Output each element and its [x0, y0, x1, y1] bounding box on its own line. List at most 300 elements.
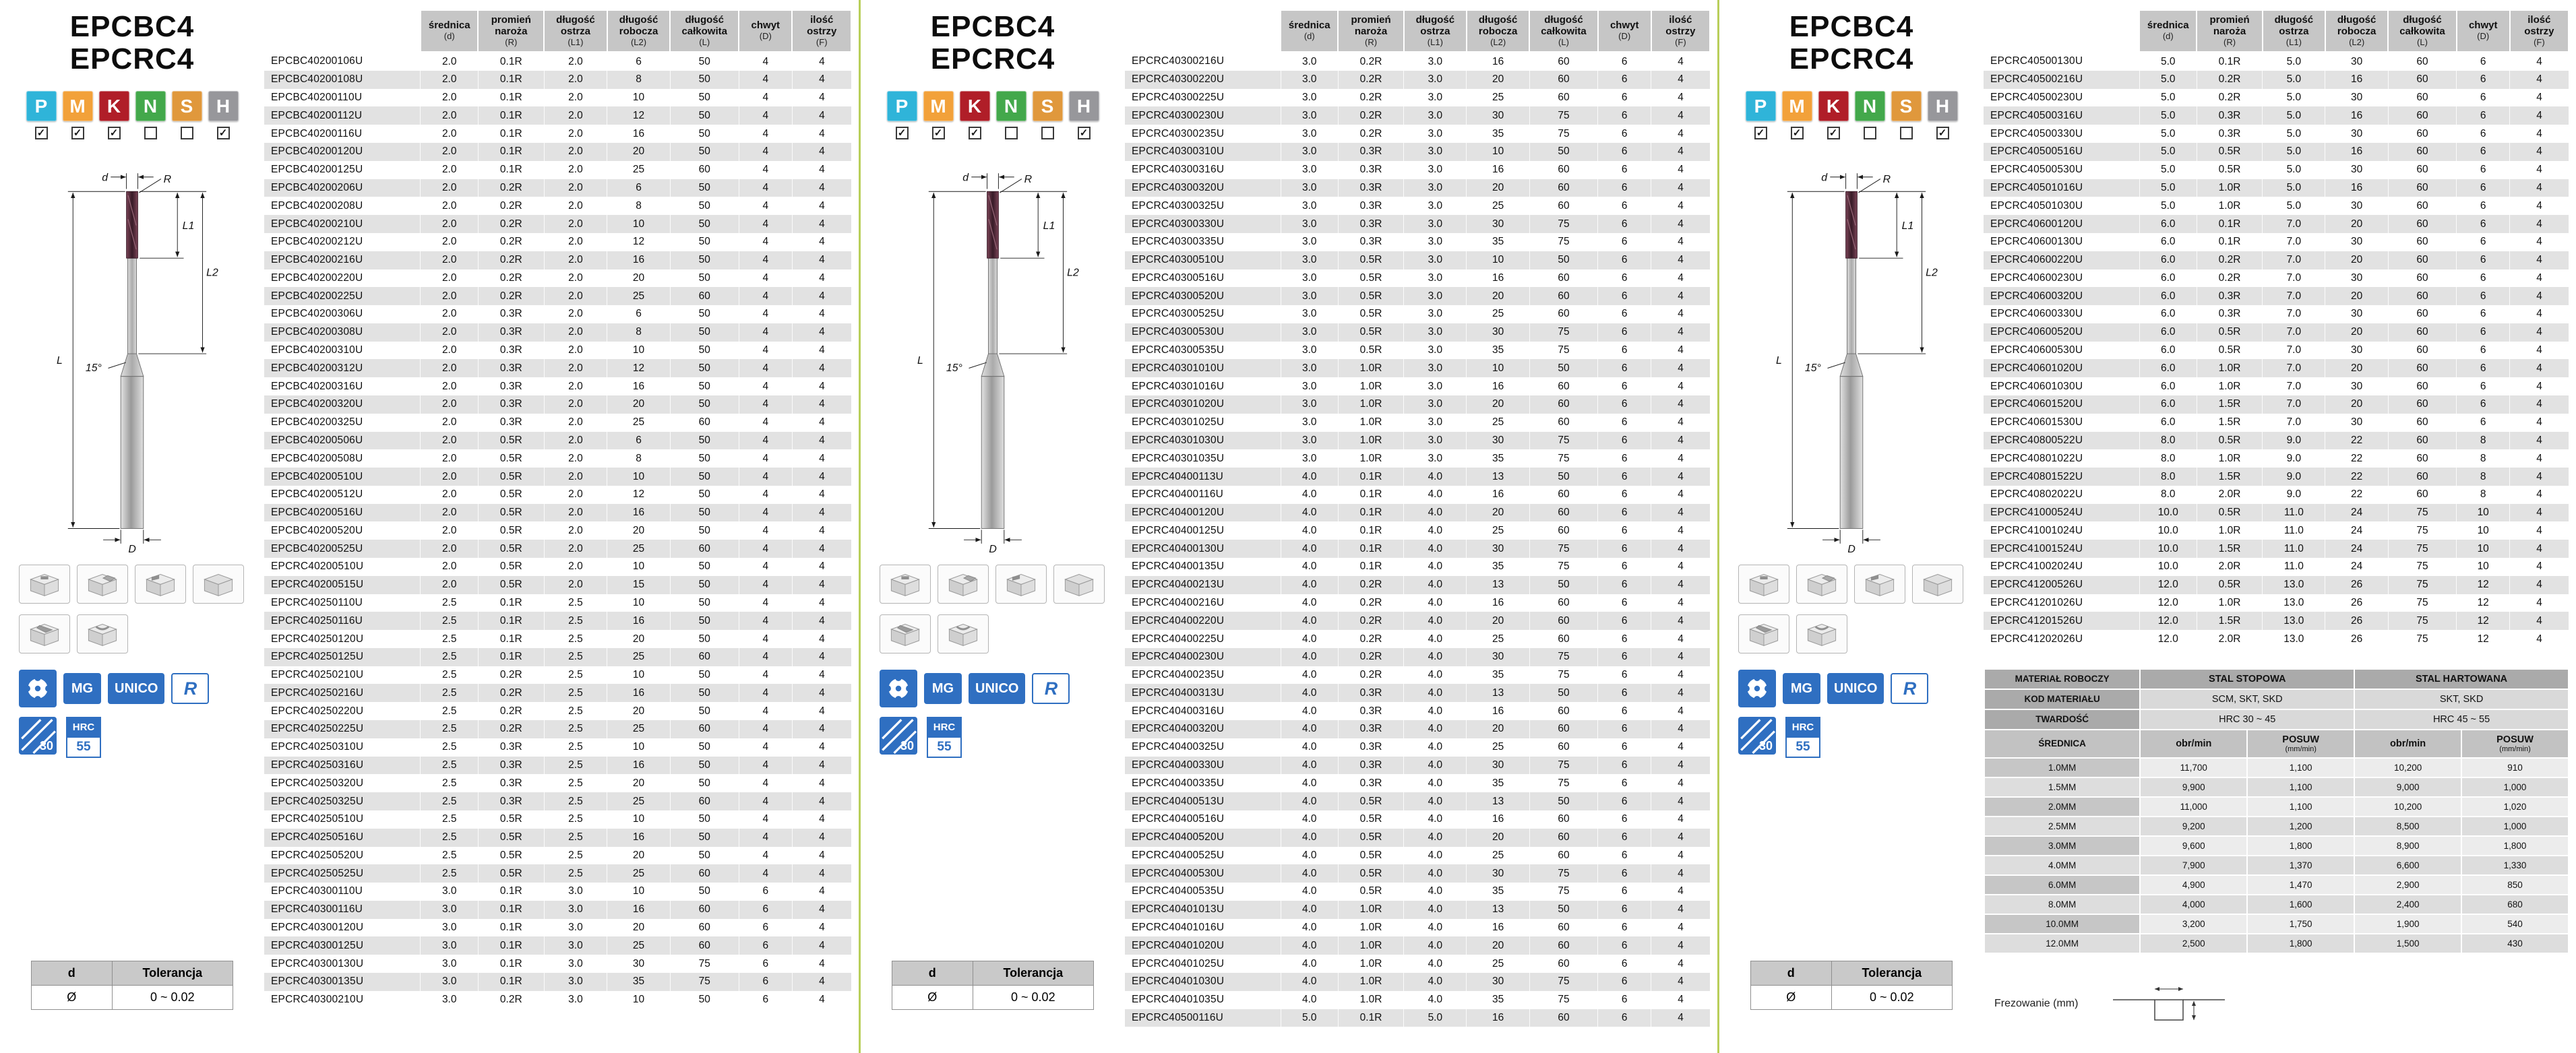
spec-value: 0.5R	[478, 468, 544, 486]
spec-value: 35	[1467, 883, 1529, 901]
part-number: EPCRC40300125U	[271, 939, 364, 951]
spec-value: 4	[1651, 432, 1710, 450]
iso-K-box: K	[1818, 91, 1849, 121]
part-number: EPCRC40400135U	[1132, 561, 1225, 573]
tolerance-header-label: Tolerancja	[1831, 961, 1952, 986]
product-row	[264, 197, 851, 215]
spec-value: 0.2R	[478, 179, 544, 197]
part-number: EPCRC40250325U	[271, 795, 364, 807]
spec-value: 20	[607, 269, 671, 288]
spec-value: 6	[1598, 702, 1651, 720]
spec-value: 75	[1529, 449, 1597, 468]
spec-value: 4	[792, 305, 851, 323]
part-number: EPCBC40200510U	[271, 470, 363, 482]
spec-value: 0.1R	[478, 125, 544, 143]
product-row	[1125, 179, 1710, 197]
spec-value: 4	[2510, 106, 2569, 125]
spec-value: 2.5	[421, 829, 478, 847]
spec-value: 0.1R	[1338, 1009, 1403, 1027]
spec-value: 10	[607, 89, 671, 107]
tolerance-table	[31, 961, 233, 1010]
spec-value: 3.0	[1404, 125, 1467, 143]
cutting-value: 1,000	[2461, 777, 2569, 797]
spec-value: 4	[1651, 251, 1710, 269]
product-row	[1984, 52, 2569, 71]
spec-value: 4	[739, 359, 792, 377]
spec-value: 5.0	[2263, 161, 2325, 179]
spec-value: 4	[1651, 738, 1710, 757]
spec-value: 4.0	[1404, 973, 1467, 991]
spec-value: 4.0	[1404, 540, 1467, 558]
spec-value: 30	[1467, 106, 1529, 125]
spec-value: 4	[2510, 377, 2569, 395]
spec-value: 2.0	[421, 540, 478, 558]
spec-value: 4	[1651, 269, 1710, 288]
spec-value: 0.1R	[1338, 504, 1403, 522]
product-row	[264, 521, 851, 540]
product-row	[1125, 486, 1710, 504]
spec-value: 50	[670, 179, 739, 197]
product-row	[1984, 89, 2569, 107]
spec-value: 0.3R	[1338, 684, 1403, 702]
spec-value: 4	[1651, 757, 1710, 775]
spec-value: 2.0	[421, 233, 478, 251]
iso-P-checkbox: ✓	[896, 127, 909, 139]
product-row	[1984, 161, 2569, 179]
spec-value: 50	[1529, 792, 1597, 810]
part-number: EPCRC40300325U	[1132, 199, 1225, 212]
cutting-value: 680	[2461, 895, 2569, 914]
part-number: EPCRC40401035U	[1132, 994, 1225, 1006]
spec-value: 4	[1651, 395, 1710, 414]
part-number: EPCRC40400235U	[1132, 669, 1225, 681]
spec-value: 5.0	[2139, 89, 2197, 107]
column-header-L2: długość robocza (L2)	[1467, 10, 1529, 52]
spec-value: 60	[2388, 89, 2456, 107]
part-number: EPCRC40300230U	[1132, 109, 1225, 121]
spec-value: 6	[1598, 504, 1651, 522]
product-row	[1984, 233, 2569, 251]
product-row	[264, 414, 851, 432]
spec-value: 6	[1598, 594, 1651, 612]
spec-value: 4	[2510, 323, 2569, 342]
product-row	[264, 829, 851, 847]
spec-value: 0.3R	[1338, 197, 1403, 215]
spec-value: 4	[792, 901, 851, 919]
spec-value: 4	[2510, 449, 2569, 468]
spec-value: 2.0	[544, 449, 607, 468]
part-number: EPCRC40500316U	[1990, 109, 2083, 121]
brand-badges	[19, 670, 209, 707]
iso-M-box: M	[923, 91, 954, 121]
iso-M-checkbox: ✓	[932, 127, 945, 139]
spec-value: 0.1R	[2197, 215, 2262, 233]
cutting-parameters-row	[1984, 856, 2569, 875]
product-row	[1984, 449, 2569, 468]
product-row	[1125, 973, 1710, 991]
spec-value: 75	[1529, 774, 1597, 792]
spec-value: 0.3R	[2197, 106, 2262, 125]
product-row	[1125, 269, 1710, 288]
spec-value: 6	[1598, 829, 1651, 847]
spec-value: 6.0	[2139, 377, 2197, 395]
spec-value: 5.0	[2139, 179, 2197, 197]
spec-value: 22	[2325, 432, 2388, 450]
dim-l2-label: L2	[206, 267, 218, 279]
spec-value: 7.0	[2263, 395, 2325, 414]
part-number: EPCRC40500230U	[1990, 92, 2083, 104]
catalog-panel-1	[0, 0, 859, 1053]
spec-value: 2.0	[544, 233, 607, 251]
spec-value: 60	[2388, 161, 2456, 179]
slot-milling-icon	[880, 565, 931, 604]
spec-value: 2.5	[421, 612, 478, 630]
spec-value: 1.0R	[1338, 991, 1403, 1009]
spec-value: 60	[1529, 936, 1597, 955]
spec-value: 4	[1651, 847, 1710, 865]
spec-value: 0.5R	[1338, 269, 1403, 288]
spec-value: 6	[1598, 323, 1651, 342]
spec-value: 2.0R	[2197, 486, 2262, 504]
spec-value: 4	[792, 377, 851, 395]
spec-value: 4.0	[1404, 486, 1467, 504]
product-row	[264, 395, 851, 414]
panel-3-table-column	[1984, 0, 2576, 1053]
diameter-label: 3.0MM	[1984, 836, 2140, 856]
spec-value: 1.0R	[1338, 901, 1403, 919]
product-row	[1984, 305, 2569, 323]
spec-value: 6	[1598, 612, 1651, 630]
spec-value: 3.0	[421, 973, 478, 991]
spec-value: 30	[2325, 89, 2388, 107]
spec-value: 6	[2457, 215, 2510, 233]
side-milling-icon	[77, 565, 128, 604]
spec-value: 25	[1467, 305, 1529, 323]
part-number: EPCRC40501016U	[1990, 182, 2083, 193]
spec-value: 1.0R	[2197, 179, 2262, 197]
spec-value: 0.3R	[1338, 720, 1403, 738]
spec-value: 60	[2388, 323, 2456, 342]
product-row	[1125, 757, 1710, 775]
spec-value: 6	[2457, 342, 2510, 360]
spec-value: 75	[670, 973, 739, 991]
spec-value: 35	[1467, 558, 1529, 576]
spec-value: 3.0	[1281, 377, 1338, 395]
product-row	[264, 251, 851, 269]
spec-value: 7.0	[2263, 269, 2325, 288]
spec-value: 16	[607, 829, 671, 847]
spec-value: 4	[792, 594, 851, 612]
spec-value: 2.5	[544, 630, 607, 648]
spec-value: 0.2R	[478, 720, 544, 738]
spec-value: 60	[1529, 829, 1597, 847]
column-header-F: ilość ostrzy (F)	[2510, 10, 2569, 52]
spec-value: 3.0	[1281, 215, 1338, 233]
application-pictograms-row-1	[880, 565, 1105, 604]
part-number: EPCBC40200506U	[271, 434, 363, 446]
spec-value: 6.0	[2139, 323, 2197, 342]
spec-value: 75	[1529, 540, 1597, 558]
spec-value: 1.0R	[1338, 414, 1403, 432]
spec-value: 20	[1467, 936, 1529, 955]
spec-value: 2.0	[544, 486, 607, 504]
spec-value: 4	[792, 936, 851, 955]
spec-value: 4	[792, 143, 851, 161]
spec-value: 8	[2457, 449, 2510, 468]
part-number: EPCRC40250116U	[271, 614, 363, 627]
cutting-parameters-row	[1984, 934, 2569, 953]
spec-value: 25	[607, 936, 671, 955]
spec-value: 60	[2388, 71, 2456, 89]
cutting-value: 540	[2461, 914, 2569, 934]
spec-value: 0.5R	[478, 486, 544, 504]
r-logo: R	[171, 673, 209, 704]
spec-value: 9.0	[2263, 468, 2325, 486]
product-row	[1125, 936, 1710, 955]
spec-value: 60	[2388, 432, 2456, 450]
dim-l1-label: L1	[1901, 220, 1914, 232]
spec-value: 0.1R	[2197, 52, 2262, 71]
spec-value: 6	[1598, 901, 1651, 919]
spec-value: 4	[792, 161, 851, 179]
part-number: EPCBC40200320U	[271, 398, 363, 410]
spec-value: 6	[2457, 269, 2510, 288]
product-row	[1125, 287, 1710, 305]
spec-value: 4	[792, 558, 851, 576]
spec-value: 4	[739, 323, 792, 342]
product-row	[1125, 792, 1710, 810]
product-row	[1984, 414, 2569, 432]
spec-value: 4	[792, 684, 851, 702]
spec-value: 6.0	[2139, 414, 2197, 432]
spec-value: 4	[1651, 720, 1710, 738]
spec-value: 6.0	[2139, 287, 2197, 305]
column-header-F: ilość ostrzy (F)	[1651, 10, 1710, 52]
product-row	[264, 558, 851, 576]
column-header-F: ilość ostrzy (F)	[792, 10, 851, 52]
spec-value: 50	[1529, 468, 1597, 486]
spec-value: 35	[1467, 774, 1529, 792]
unico-badge: UNICO	[1827, 673, 1884, 704]
spec-value: 4	[792, 955, 851, 973]
spec-value: 20	[2325, 287, 2388, 305]
spec-value: 4.0	[1281, 702, 1338, 720]
spec-value: 5.0	[2263, 197, 2325, 215]
spec-value: 50	[670, 342, 739, 360]
spec-value: 20	[607, 521, 671, 540]
spec-value: 4	[1651, 71, 1710, 89]
spec-value: 4	[1651, 106, 1710, 125]
column-header-D: chwyt (D)	[1598, 10, 1651, 52]
spec-value: 2.5	[544, 774, 607, 792]
product-row	[1125, 540, 1710, 558]
spec-value: 10	[2457, 558, 2510, 576]
spec-value: 3.0	[1281, 287, 1338, 305]
spec-value: 4	[792, 540, 851, 558]
spec-value: 25	[607, 720, 671, 738]
spec-value: 2.0	[544, 521, 607, 540]
iso-H-checkbox: ✓	[1936, 127, 1949, 139]
product-row	[264, 702, 851, 720]
spec-value: 6	[2457, 161, 2510, 179]
spec-value: 3.0	[1404, 89, 1467, 107]
spec-value: 4	[792, 666, 851, 684]
cutting-value: 1,000	[2461, 817, 2569, 836]
column-header-L2: długość robocza (L2)	[607, 10, 671, 52]
part-number: EPCRC40300130U	[271, 957, 364, 969]
spec-value: 16	[2325, 179, 2388, 197]
spec-value: 2.5	[421, 720, 478, 738]
spec-value: 50	[670, 432, 739, 450]
spec-value: 3.0	[1281, 342, 1338, 360]
iso-H-box: H	[1069, 91, 1099, 121]
spec-value: 4	[2510, 576, 2569, 594]
diameter-label: 1.5MM	[1984, 777, 2140, 797]
cutting-value: 1,600	[2247, 895, 2354, 914]
spec-value: 6	[2457, 414, 2510, 432]
spec-value: 60	[2388, 305, 2456, 323]
tolerance-header-d: d	[1751, 961, 1832, 986]
spec-value: 4.0	[1281, 684, 1338, 702]
spec-value: 50	[1529, 576, 1597, 594]
spec-value: 4	[739, 486, 792, 504]
spec-value: 4	[1651, 215, 1710, 233]
spec-value: 2.0	[421, 395, 478, 414]
product-row	[1125, 810, 1710, 829]
column-header-L2: długość robocza (L2)	[2325, 10, 2388, 52]
product-row	[264, 287, 851, 305]
spec-value: 4	[1651, 684, 1710, 702]
tolerance-diameter-symbol: Ø	[32, 986, 113, 1010]
spec-value: 6	[739, 991, 792, 1009]
spec-value: 4	[739, 143, 792, 161]
product-row	[1125, 883, 1710, 901]
spec-value: 4.0	[1281, 540, 1338, 558]
spec-value: 50	[670, 594, 739, 612]
spec-value: 3.0	[1281, 161, 1338, 179]
spec-value: 0.1R	[1338, 540, 1403, 558]
iso-material-applicability	[887, 91, 1099, 139]
part-number: EPCRC40300530U	[1132, 326, 1225, 338]
spec-value: 1.5R	[2197, 395, 2262, 414]
part-number: EPCRC40250310U	[271, 741, 364, 753]
spec-value: 30	[607, 955, 671, 973]
spec-value: 6	[1598, 71, 1651, 89]
spec-value: 4	[792, 432, 851, 450]
part-number: EPCRC40300330U	[1132, 218, 1225, 230]
spec-value: 4	[739, 342, 792, 360]
tool-neck	[988, 258, 997, 354]
spec-value: 2.0	[544, 395, 607, 414]
spec-value: 2.0	[544, 106, 607, 125]
part-number: EPCRC40250220U	[271, 705, 364, 717]
product-row	[1984, 215, 2569, 233]
iso-P-box: P	[26, 91, 57, 121]
spec-value: 6.0	[2139, 395, 2197, 414]
part-number: EPCRC41001524U	[1990, 542, 2083, 554]
spec-value: 5.0	[2139, 106, 2197, 125]
spec-value: 2.0	[421, 215, 478, 233]
spec-value: 5.0	[2263, 52, 2325, 71]
spec-value: 50	[670, 52, 739, 71]
spec-value: 0.5R	[478, 558, 544, 576]
spec-value: 7.0	[2263, 414, 2325, 432]
product-row	[1125, 612, 1710, 630]
spec-value: 1.5R	[2197, 468, 2262, 486]
spec-value: 2.5	[544, 648, 607, 666]
spec-value: 0.3R	[2197, 125, 2262, 143]
spec-value: 4	[792, 576, 851, 594]
spec-value: 6	[2457, 359, 2510, 377]
spec-value: 20	[607, 395, 671, 414]
spec-value: 3.0	[1404, 449, 1467, 468]
spec-value: 3.0	[1281, 395, 1338, 414]
spec-value: 22	[2325, 468, 2388, 486]
spec-value: 2.0	[421, 143, 478, 161]
spec-value: 26	[2325, 576, 2388, 594]
product-row	[264, 540, 851, 558]
spec-value: 0.3R	[2197, 305, 2262, 323]
spec-value: 0.5R	[478, 521, 544, 540]
tool-shank	[981, 377, 1004, 529]
spec-value: 4	[792, 486, 851, 504]
spec-badges	[19, 717, 101, 758]
spec-value: 16	[607, 377, 671, 395]
spec-value: 1.0R	[1338, 432, 1403, 450]
part-number: EPCRC40300210U	[271, 994, 364, 1006]
spec-value: 4	[1651, 991, 1710, 1009]
spec-value: 5.0	[2139, 197, 2197, 215]
feed-header-2: POSUW (mm/min)	[2461, 730, 2569, 758]
product-row	[264, 161, 851, 179]
application-pictograms-row-2	[880, 614, 989, 653]
part-number: EPCRC40250125U	[271, 651, 364, 663]
spec-value: 6	[1598, 720, 1651, 738]
diameter-label: 8.0MM	[1984, 895, 2140, 914]
part-number: EPCRC40250510U	[271, 813, 364, 825]
spec-value: 0.2R	[478, 287, 544, 305]
spec-value: 0.3R	[1338, 738, 1403, 757]
part-number: EPCRC40500330U	[1990, 127, 2083, 139]
spec-value: 0.1R	[478, 883, 544, 901]
product-row	[1125, 395, 1710, 414]
spec-value: 0.1R	[478, 143, 544, 161]
spec-value: 16	[1467, 52, 1529, 71]
spec-value: 6	[739, 919, 792, 937]
iso-K-checkbox: ✓	[969, 127, 981, 139]
spec-value: 60	[2388, 395, 2456, 414]
product-row	[264, 468, 851, 486]
spec-value: 0.5R	[2197, 504, 2262, 522]
spec-value: 4	[1651, 792, 1710, 810]
spec-value: 2.5	[421, 792, 478, 810]
spec-value: 25	[607, 287, 671, 305]
spec-value: 0.1R	[478, 71, 544, 89]
spec-value: 6	[1598, 486, 1651, 504]
spec-value: 8	[607, 449, 671, 468]
spec-value: 0.5R	[1338, 810, 1403, 829]
spec-value: 0.1R	[478, 630, 544, 648]
spec-value: 6	[1598, 377, 1651, 395]
spec-value: 0.3R	[1338, 233, 1403, 251]
product-row	[264, 774, 851, 792]
spec-value: 75	[2388, 630, 2456, 648]
spec-value: 50	[670, 702, 739, 720]
spec-value: 0.5R	[1338, 342, 1403, 360]
spec-value: 25	[1467, 521, 1529, 540]
column-header-L1: długość ostrza (L1)	[1404, 10, 1467, 52]
spec-value: 0.1R	[478, 594, 544, 612]
